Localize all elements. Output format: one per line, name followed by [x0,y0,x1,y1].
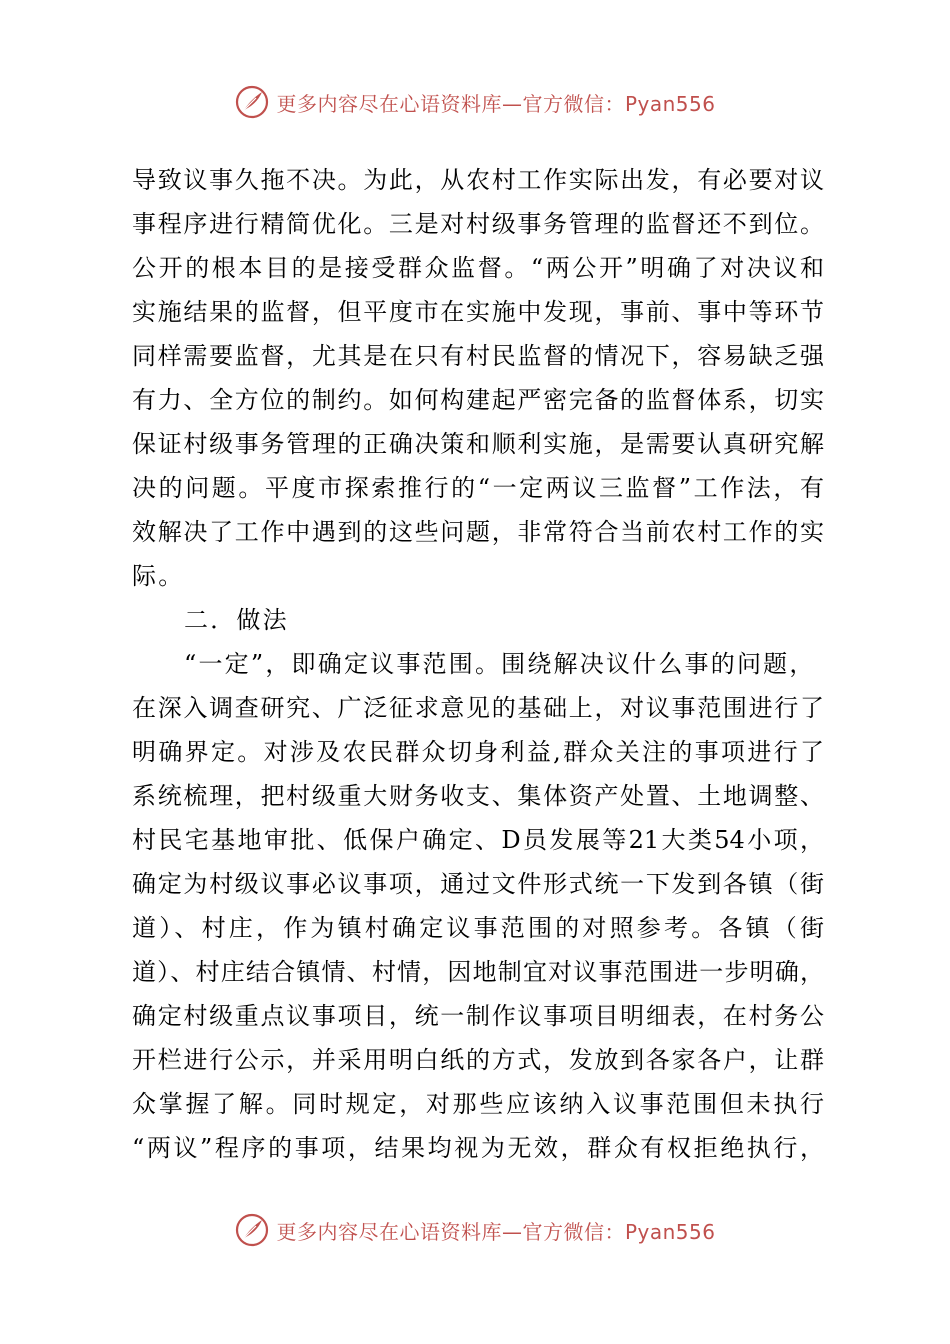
text-line: 导致议事久拖不决。为此，从农村工作实际出发，有必要对议 [132,166,824,194]
text-line: 确定村级重点议事项目，统一制作议事项目明细表，在村务公 [132,1002,824,1030]
text-line: “两议”程序的事项，结果均视为无效，群众有权拒绝执行， [132,1134,824,1162]
document-body [132,158,824,1170]
watermark-text: 更多内容尽在心语资料库—官方微信：Pyan556 [276,91,716,116]
text-line: 道）、村庄结合镇情、村情，因地制宜对议事范围进一步明确， [132,958,824,986]
text-line: 村民宅基地审批、低保户确定、D员发展等21大类54小项， [132,826,824,854]
text-line: 保证村级事务管理的正确决策和顺利实施，是需要认真研究解 [132,430,824,458]
text-line: 在深入调查研究、广泛征求意见的基础上，对议事范围进行了 [132,694,824,722]
quill-logo-icon [234,84,270,120]
text-line: 实施结果的监督，但平度市在实施中发现，事前、事中等环节 [132,298,824,326]
text-line: 事程序进行精简优化。三是对村级事务管理的监督还不到位。 [132,210,824,238]
text-line: 道）、村庄，作为镇村确定议事范围的对照参考。各镇（街 [132,914,824,942]
quill-logo-icon [234,1212,270,1248]
watermark-header [0,84,950,120]
text-line: 同样需要监督，尤其是在只有村民监督的情况下，容易缺乏强 [132,342,824,370]
text-line: 决的问题。平度市探索推行的“一定两议三监督”工作法，有 [132,474,824,502]
text-line: 公开的根本目的是接受群众监督。“两公开”明确了对决议和 [132,254,824,282]
text-line: 系统梳理，把村级重大财务收支、集体资产处置、土地调整、 [132,782,824,810]
watermark-footer [0,1212,950,1248]
text-line: 开栏进行公示，并采用明白纸的方式，发放到各家各户，让群 [132,1046,824,1074]
text-line: 效解决了工作中遇到的这些问题，非常符合当前农村工作的实 [132,518,824,546]
text-line: “一定”，即确定议事范围。围绕解决议什么事的问题， [184,650,816,678]
text-line: 有力、全方位的制约。如何构建起严密完备的监督体系，切实 [132,386,824,414]
text-line: 确定为村级议事必议事项，通过文件形式统一下发到各镇（街 [132,870,824,898]
text-line: 明确界定。对涉及农民群众切身利益,群众关注的事项进行了 [132,738,824,766]
text-line: 众掌握了解。同时规定，对那些应该纳入议事范围但未执行 [132,1090,824,1118]
section-heading: 二．做法 [184,606,289,634]
text-line: 际。 [132,562,185,590]
watermark-text: 更多内容尽在心语资料库—官方微信：Pyan556 [276,1219,716,1244]
